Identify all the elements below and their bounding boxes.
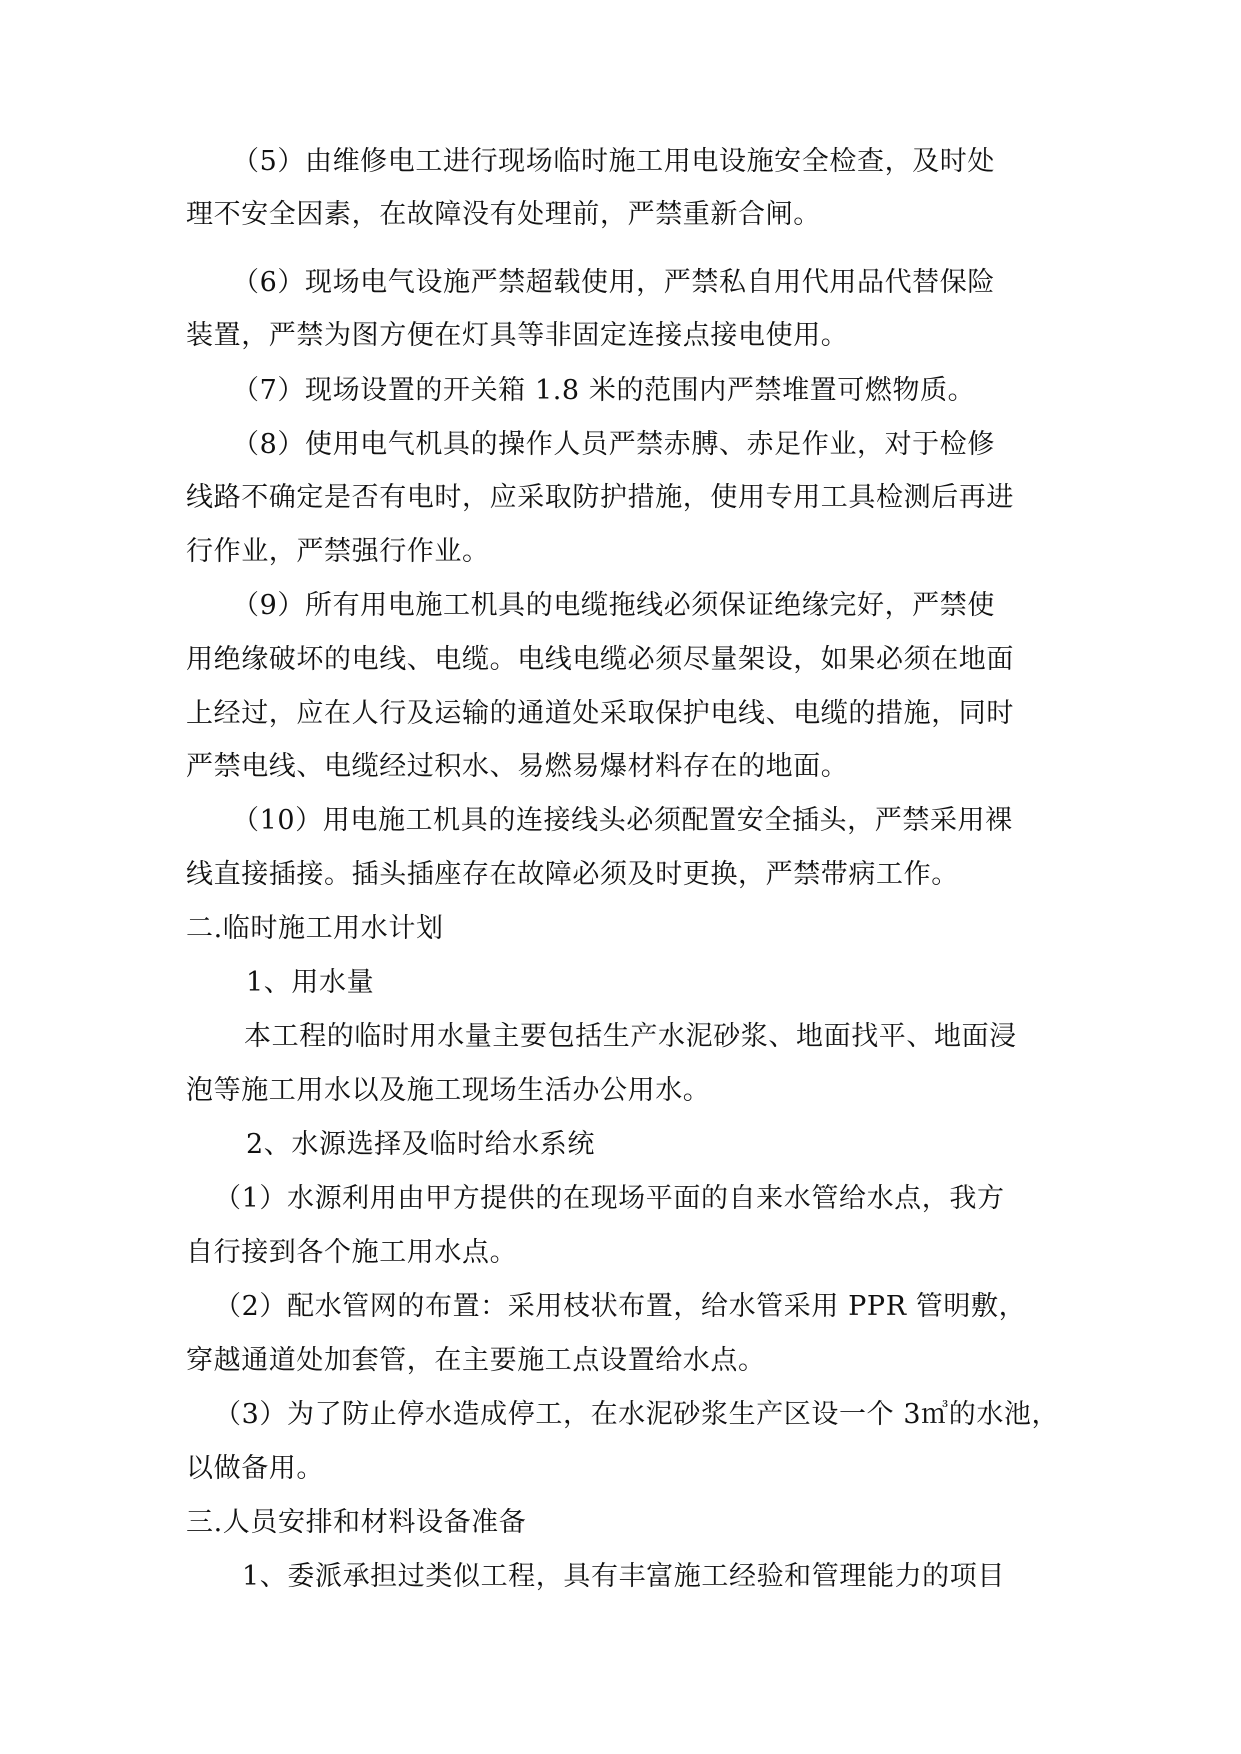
paragraph-line-6-2: 装置，严禁为图方便在灯具等非固定连接点接电使用。 xyxy=(186,320,849,351)
paragraph-water-source-1-1: （1）水源利用由甲方提供的在现场平面的自来水管给水点，我方 xyxy=(214,1183,1005,1214)
paragraph-line-9-1: （9）所有用电施工机具的电缆拖线必须保证绝缘完好，严禁使 xyxy=(232,590,995,621)
section-heading-staffing: 三.人员安排和材料设备准备 xyxy=(186,1507,527,1538)
paragraph-water-source-2-1: （2）配水管网的布置：采用枝状布置，给水管采用 PPR 管明敷， xyxy=(214,1291,1027,1322)
paragraph-water-source-3-2: 以做备用。 xyxy=(186,1453,324,1484)
paragraph-line-9-4: 严禁电线、电缆经过积水、易燃易爆材料存在的地面。 xyxy=(186,751,849,782)
paragraph-water-usage-1: 本工程的临时用水量主要包括生产水泥砂浆、地面找平、地面浸 xyxy=(244,1021,1017,1052)
section-heading-water-plan: 二.临时施工用水计划 xyxy=(186,913,444,944)
paragraph-line-9-3: 上经过，应在人行及运输的通道处采取保护电线、电缆的措施，同时 xyxy=(186,698,1014,729)
paragraph-line-7-1: （7）现场设置的开关箱 1.8 米的范围内严禁堆置可燃物质。 xyxy=(232,375,976,406)
paragraph-water-source-2-2: 穿越通道处加套管，在主要施工点设置给水点。 xyxy=(186,1345,766,1376)
paragraph-line-8-1: （8）使用电气机具的操作人员严禁赤膊、赤足作业，对于检修 xyxy=(232,429,995,460)
paragraph-water-usage-2: 泡等施工用水以及施工现场生活办公用水。 xyxy=(186,1075,711,1106)
paragraph-line-8-2: 线路不确定是否有电时，应采取防护措施，使用专用工具检测后再进 xyxy=(186,482,1014,513)
paragraph-line-9-2: 用绝缘破坏的电线、电缆。电线电缆必须尽量架设，如果必须在地面 xyxy=(186,644,1014,675)
subheading-water-usage: 1、用水量 xyxy=(246,967,375,998)
paragraph-line-5-2: 理不安全因素，在故障没有处理前，严禁重新合闸。 xyxy=(186,199,821,230)
paragraph-water-source-1-2: 自行接到各个施工用水点。 xyxy=(186,1237,518,1268)
paragraph-line-5-1: （5）由维修电工进行现场临时施工用电设施安全检查，及时处 xyxy=(232,146,995,177)
paragraph-line-10-1: （10）用电施工机具的连接线头必须配置安全插头，严禁采用裸 xyxy=(232,805,1013,836)
paragraph-water-source-3-1: （3）为了防止停水造成停工，在水泥砂浆生产区设一个 3㎥的水池， xyxy=(214,1399,1060,1430)
paragraph-line-8-3: 行作业，严禁强行作业。 xyxy=(186,536,490,567)
paragraph-staffing-1: 1、委派承担过类似工程，具有丰富施工经验和管理能力的项目 xyxy=(242,1561,1005,1592)
subheading-water-source: 2、水源选择及临时给水系统 xyxy=(246,1129,595,1160)
paragraph-line-6-1: （6）现场电气设施严禁超载使用，严禁私自用代用品代替保险 xyxy=(232,267,995,298)
paragraph-line-10-2: 线直接插接。插头插座存在故障必须及时更换，严禁带病工作。 xyxy=(186,859,959,890)
